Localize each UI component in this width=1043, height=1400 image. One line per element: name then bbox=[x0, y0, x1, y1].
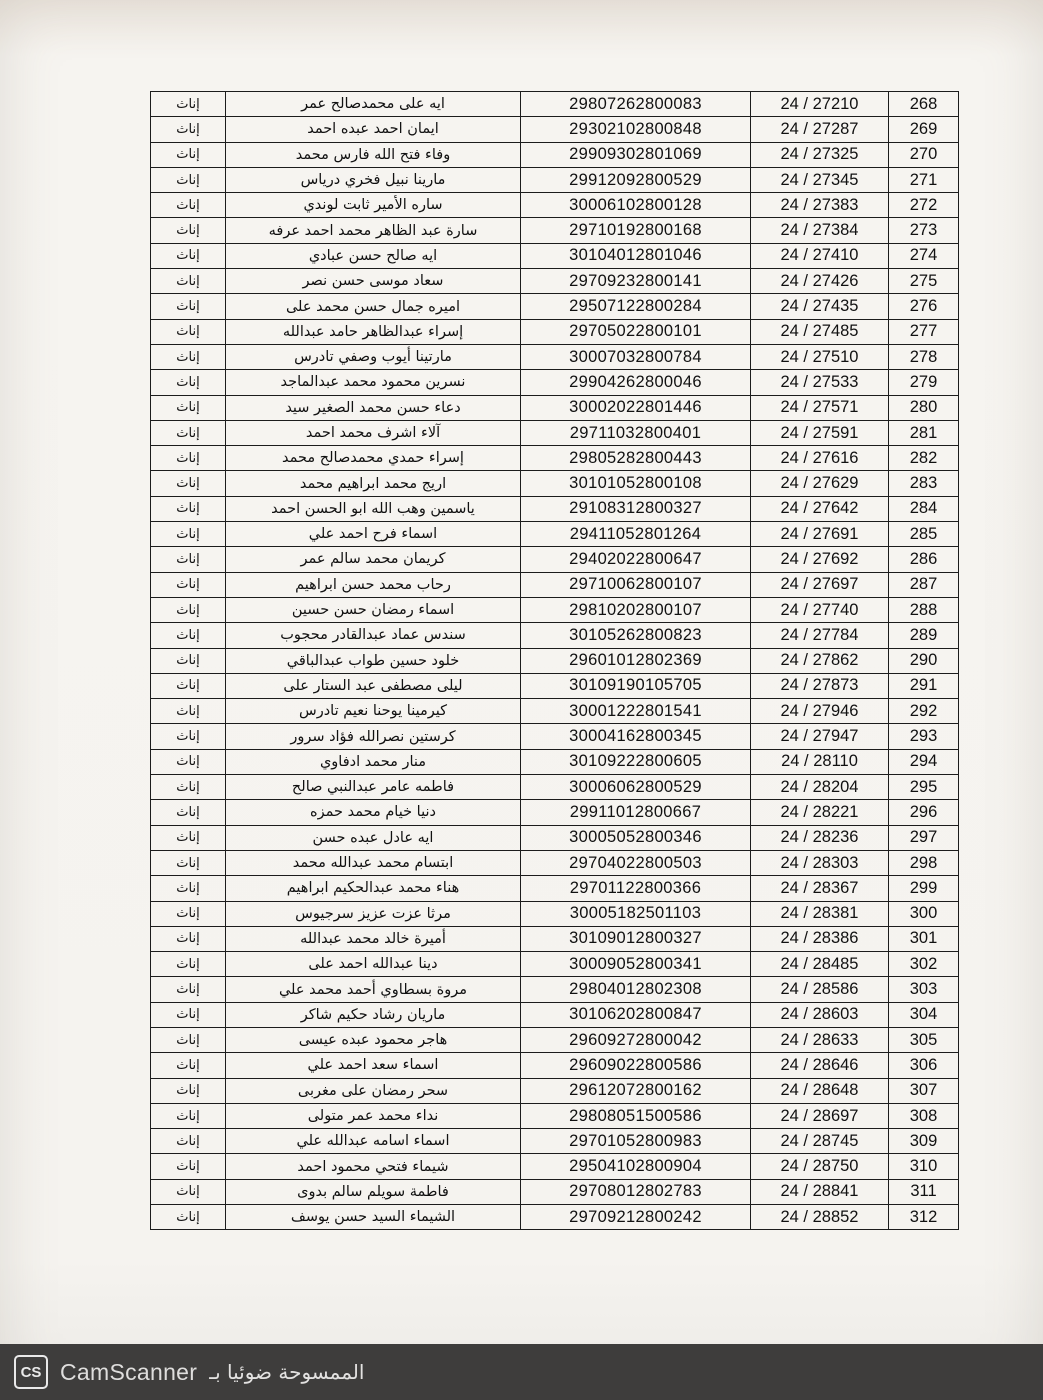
national-id-cell: 29710062800107 bbox=[521, 572, 751, 597]
table-row bbox=[151, 825, 959, 850]
name-cell: سارة عبد الظاهر محمد احمد عرفه bbox=[226, 218, 521, 243]
case-number-cell: 24 / 28603 bbox=[751, 1002, 889, 1027]
table-row bbox=[151, 648, 959, 673]
case-number-cell: 24 / 27571 bbox=[751, 395, 889, 420]
national-id-cell: 30005182501103 bbox=[521, 901, 751, 926]
case-number-cell: 24 / 28852 bbox=[751, 1205, 889, 1230]
case-number-cell: 24 / 27325 bbox=[751, 142, 889, 167]
serial-number-cell: 312 bbox=[889, 1205, 959, 1230]
gender-cell: إناث bbox=[151, 825, 226, 850]
gender-cell: إناث bbox=[151, 471, 226, 496]
case-number-cell: 24 / 28381 bbox=[751, 901, 889, 926]
name-cell: ايه عادل عبده حسن bbox=[226, 825, 521, 850]
table-row bbox=[151, 117, 959, 142]
table-row bbox=[151, 876, 959, 901]
name-cell: فاطمة سويلم سالم بدوى bbox=[226, 1179, 521, 1204]
name-cell: منار محمد ادفاوي bbox=[226, 749, 521, 774]
case-number-cell: 24 / 28750 bbox=[751, 1154, 889, 1179]
serial-number-cell: 292 bbox=[889, 699, 959, 724]
case-number-cell: 24 / 28485 bbox=[751, 952, 889, 977]
gender-cell: إناث bbox=[151, 193, 226, 218]
name-cell: وفاء فتح الله فارس محمد bbox=[226, 142, 521, 167]
name-cell: الشيماء السيد حسن يوسف bbox=[226, 1205, 521, 1230]
national-id-cell: 29808051500586 bbox=[521, 1103, 751, 1128]
national-id-cell: 29909302801069 bbox=[521, 142, 751, 167]
table-row bbox=[151, 269, 959, 294]
name-cell: هاجر محمود عبده عيسى bbox=[226, 1027, 521, 1052]
name-cell: اسماء سعد احمد علي bbox=[226, 1053, 521, 1078]
table-row bbox=[151, 597, 959, 622]
case-number-cell: 24 / 28586 bbox=[751, 977, 889, 1002]
case-number-cell: 24 / 27510 bbox=[751, 344, 889, 369]
case-number-cell: 24 / 27692 bbox=[751, 547, 889, 572]
case-number-cell: 24 / 27426 bbox=[751, 269, 889, 294]
table-row bbox=[151, 446, 959, 471]
national-id-cell: 30109012800327 bbox=[521, 926, 751, 951]
gender-cell: إناث bbox=[151, 1027, 226, 1052]
national-id-cell: 29507122800284 bbox=[521, 294, 751, 319]
case-number-cell: 24 / 27383 bbox=[751, 193, 889, 218]
national-id-cell: 29609272800042 bbox=[521, 1027, 751, 1052]
gender-cell: إناث bbox=[151, 1154, 226, 1179]
serial-number-cell: 297 bbox=[889, 825, 959, 850]
gender-cell: إناث bbox=[151, 1103, 226, 1128]
serial-number-cell: 269 bbox=[889, 117, 959, 142]
table-row bbox=[151, 1129, 959, 1154]
table-row bbox=[151, 901, 959, 926]
table-row bbox=[151, 294, 959, 319]
national-id-cell: 29504102800904 bbox=[521, 1154, 751, 1179]
gender-cell: إناث bbox=[151, 699, 226, 724]
serial-number-cell: 299 bbox=[889, 876, 959, 901]
national-id-cell: 29601012802369 bbox=[521, 648, 751, 673]
serial-number-cell: 290 bbox=[889, 648, 959, 673]
national-id-cell: 29804012802308 bbox=[521, 977, 751, 1002]
name-cell: ماريان رشاد حكيم شاكر bbox=[226, 1002, 521, 1027]
case-number-cell: 24 / 28648 bbox=[751, 1078, 889, 1103]
name-cell: اسماء رمضان حسن حسين bbox=[226, 597, 521, 622]
serial-number-cell: 296 bbox=[889, 800, 959, 825]
case-number-cell: 24 / 28745 bbox=[751, 1129, 889, 1154]
national-id-cell: 29711032800401 bbox=[521, 420, 751, 445]
national-id-cell: 30007032800784 bbox=[521, 344, 751, 369]
table-row bbox=[151, 1179, 959, 1204]
name-cell: مرثا عزت عزيز سرجيوس bbox=[226, 901, 521, 926]
case-number-cell: 24 / 27345 bbox=[751, 167, 889, 192]
gender-cell: إناث bbox=[151, 117, 226, 142]
gender-cell: إناث bbox=[151, 167, 226, 192]
national-id-cell: 29701122800366 bbox=[521, 876, 751, 901]
table-row bbox=[151, 370, 959, 395]
national-id-cell: 29709212800242 bbox=[521, 1205, 751, 1230]
name-cell: أميرة خالد محمد عبدالله bbox=[226, 926, 521, 951]
gender-cell: إناث bbox=[151, 522, 226, 547]
serial-number-cell: 309 bbox=[889, 1129, 959, 1154]
national-id-cell: 30105262800823 bbox=[521, 623, 751, 648]
national-id-cell: 29708012802783 bbox=[521, 1179, 751, 1204]
gender-cell: إناث bbox=[151, 420, 226, 445]
table-row bbox=[151, 1103, 959, 1128]
serial-number-cell: 311 bbox=[889, 1179, 959, 1204]
gender-cell: إناث bbox=[151, 319, 226, 344]
gender-cell: إناث bbox=[151, 269, 226, 294]
case-number-cell: 24 / 27485 bbox=[751, 319, 889, 344]
serial-number-cell: 302 bbox=[889, 952, 959, 977]
gender-cell: إناث bbox=[151, 142, 226, 167]
gender-cell: إناث bbox=[151, 724, 226, 749]
national-id-cell: 29710192800168 bbox=[521, 218, 751, 243]
name-cell: نداء محمد عمر متولى bbox=[226, 1103, 521, 1128]
case-number-cell: 24 / 27642 bbox=[751, 496, 889, 521]
name-cell: دنيا خيام محمد حمزه bbox=[226, 800, 521, 825]
national-id-cell: 30109190105705 bbox=[521, 673, 751, 698]
camscanner-watermark-bar bbox=[0, 1344, 1043, 1400]
name-cell: إسراء حمدي محمدصالح محمد bbox=[226, 446, 521, 471]
case-number-cell: 24 / 28386 bbox=[751, 926, 889, 951]
case-number-cell: 24 / 27740 bbox=[751, 597, 889, 622]
table-row bbox=[151, 1053, 959, 1078]
serial-number-cell: 285 bbox=[889, 522, 959, 547]
serial-number-cell: 291 bbox=[889, 673, 959, 698]
gender-cell: إناث bbox=[151, 1205, 226, 1230]
name-cell: ايه على محمدصالح عمر bbox=[226, 92, 521, 117]
table-row bbox=[151, 1078, 959, 1103]
scanned-with-label: الممسوحة ضوئيا بـ bbox=[209, 1360, 365, 1384]
serial-number-cell: 295 bbox=[889, 775, 959, 800]
case-number-cell: 24 / 28646 bbox=[751, 1053, 889, 1078]
table-row bbox=[151, 193, 959, 218]
national-id-cell: 30006102800128 bbox=[521, 193, 751, 218]
serial-number-cell: 271 bbox=[889, 167, 959, 192]
national-id-cell: 30005052800346 bbox=[521, 825, 751, 850]
case-number-cell: 24 / 27616 bbox=[751, 446, 889, 471]
national-id-cell: 30104012801046 bbox=[521, 243, 751, 268]
table-row bbox=[151, 92, 959, 117]
gender-cell: إناث bbox=[151, 850, 226, 875]
name-cell: نسرين محمود محمد عبدالماجد bbox=[226, 370, 521, 395]
table-row bbox=[151, 319, 959, 344]
case-number-cell: 24 / 27691 bbox=[751, 522, 889, 547]
serial-number-cell: 275 bbox=[889, 269, 959, 294]
name-cell: شيماء فتحي محمود احمد bbox=[226, 1154, 521, 1179]
gender-cell: إناث bbox=[151, 977, 226, 1002]
name-cell: كرستين نصرالله فؤاد سرور bbox=[226, 724, 521, 749]
national-id-cell: 29108312800327 bbox=[521, 496, 751, 521]
serial-number-cell: 310 bbox=[889, 1154, 959, 1179]
serial-number-cell: 276 bbox=[889, 294, 959, 319]
national-id-cell: 29612072800162 bbox=[521, 1078, 751, 1103]
gender-cell: إناث bbox=[151, 572, 226, 597]
name-cell: ساره الأمير ثابت لوندي bbox=[226, 193, 521, 218]
table-row bbox=[151, 1027, 959, 1052]
case-number-cell: 24 / 27435 bbox=[751, 294, 889, 319]
table-row bbox=[151, 699, 959, 724]
gender-cell: إناث bbox=[151, 446, 226, 471]
serial-number-cell: 277 bbox=[889, 319, 959, 344]
case-number-cell: 24 / 28367 bbox=[751, 876, 889, 901]
name-cell: هناء محمد عبدالحكيم ابراهيم bbox=[226, 876, 521, 901]
gender-cell: إناث bbox=[151, 218, 226, 243]
table-row bbox=[151, 243, 959, 268]
table-row bbox=[151, 1205, 959, 1230]
case-number-cell: 24 / 27873 bbox=[751, 673, 889, 698]
gender-cell: إناث bbox=[151, 648, 226, 673]
table-row bbox=[151, 496, 959, 521]
table-row bbox=[151, 218, 959, 243]
national-id-cell: 30009052800341 bbox=[521, 952, 751, 977]
student-roster-table bbox=[150, 91, 959, 1230]
name-cell: ايمان احمد عبده احمد bbox=[226, 117, 521, 142]
gender-cell: إناث bbox=[151, 1129, 226, 1154]
name-cell: مروة بسطاوي أحمد محمد علي bbox=[226, 977, 521, 1002]
serial-number-cell: 283 bbox=[889, 471, 959, 496]
serial-number-cell: 281 bbox=[889, 420, 959, 445]
table-row bbox=[151, 1154, 959, 1179]
table-row bbox=[151, 395, 959, 420]
gender-cell: إناث bbox=[151, 775, 226, 800]
national-id-cell: 29411052801264 bbox=[521, 522, 751, 547]
case-number-cell: 24 / 27946 bbox=[751, 699, 889, 724]
national-id-cell: 29807262800083 bbox=[521, 92, 751, 117]
gender-cell: إناث bbox=[151, 749, 226, 774]
case-number-cell: 24 / 28697 bbox=[751, 1103, 889, 1128]
gender-cell: إناث bbox=[151, 1002, 226, 1027]
case-number-cell: 24 / 28841 bbox=[751, 1179, 889, 1204]
serial-number-cell: 287 bbox=[889, 572, 959, 597]
name-cell: ايه صالح حسن عبادي bbox=[226, 243, 521, 268]
serial-number-cell: 305 bbox=[889, 1027, 959, 1052]
case-number-cell: 24 / 28303 bbox=[751, 850, 889, 875]
camscanner-brand-text: CamScanner bbox=[60, 1358, 198, 1385]
serial-number-cell: 272 bbox=[889, 193, 959, 218]
table-row bbox=[151, 749, 959, 774]
national-id-cell: 29805282800443 bbox=[521, 446, 751, 471]
serial-number-cell: 303 bbox=[889, 977, 959, 1002]
table-row bbox=[151, 572, 959, 597]
national-id-cell: 29911012800667 bbox=[521, 800, 751, 825]
serial-number-cell: 308 bbox=[889, 1103, 959, 1128]
table-row bbox=[151, 1002, 959, 1027]
name-cell: مارتينا أيوب وصفي تادرس bbox=[226, 344, 521, 369]
table-row bbox=[151, 926, 959, 951]
name-cell: مارينا نبيل فخري درياس bbox=[226, 167, 521, 192]
national-id-cell: 29709232800141 bbox=[521, 269, 751, 294]
serial-number-cell: 273 bbox=[889, 218, 959, 243]
gender-cell: إناث bbox=[151, 344, 226, 369]
table-row bbox=[151, 167, 959, 192]
gender-cell: إناث bbox=[151, 92, 226, 117]
case-number-cell: 24 / 27287 bbox=[751, 117, 889, 142]
case-number-cell: 24 / 27784 bbox=[751, 623, 889, 648]
table-row bbox=[151, 344, 959, 369]
case-number-cell: 24 / 27947 bbox=[751, 724, 889, 749]
name-cell: سندس عماد عبدالقادر محجوب bbox=[226, 623, 521, 648]
serial-number-cell: 282 bbox=[889, 446, 959, 471]
gender-cell: إناث bbox=[151, 673, 226, 698]
name-cell: ياسمين وهب الله ابو الحسن احمد bbox=[226, 496, 521, 521]
name-cell: سعاد موسى حسن نصر bbox=[226, 269, 521, 294]
gender-cell: إناث bbox=[151, 294, 226, 319]
gender-cell: إناث bbox=[151, 370, 226, 395]
table-row bbox=[151, 522, 959, 547]
national-id-cell: 29705022800101 bbox=[521, 319, 751, 344]
serial-number-cell: 306 bbox=[889, 1053, 959, 1078]
case-number-cell: 24 / 27862 bbox=[751, 648, 889, 673]
table-row bbox=[151, 977, 959, 1002]
serial-number-cell: 289 bbox=[889, 623, 959, 648]
gender-cell: إناث bbox=[151, 926, 226, 951]
national-id-cell: 29402022800647 bbox=[521, 547, 751, 572]
case-number-cell: 24 / 28236 bbox=[751, 825, 889, 850]
gender-cell: إناث bbox=[151, 952, 226, 977]
case-number-cell: 24 / 27210 bbox=[751, 92, 889, 117]
serial-number-cell: 301 bbox=[889, 926, 959, 951]
serial-number-cell: 279 bbox=[889, 370, 959, 395]
case-number-cell: 24 / 27591 bbox=[751, 420, 889, 445]
national-id-cell: 30109222800605 bbox=[521, 749, 751, 774]
national-id-cell: 30101052800108 bbox=[521, 471, 751, 496]
table-row bbox=[151, 673, 959, 698]
name-cell: اريج محمد ابراهيم محمد bbox=[226, 471, 521, 496]
case-number-cell: 24 / 28204 bbox=[751, 775, 889, 800]
name-cell: رحاب محمد حسن ابراهيم bbox=[226, 572, 521, 597]
national-id-cell: 29810202800107 bbox=[521, 597, 751, 622]
table-row bbox=[151, 623, 959, 648]
national-id-cell: 30106202800847 bbox=[521, 1002, 751, 1027]
name-cell: فاطمه عامر عبدالنبي صالح bbox=[226, 775, 521, 800]
gender-cell: إناث bbox=[151, 901, 226, 926]
name-cell: كيرمينا يوحنا نعيم تادرس bbox=[226, 699, 521, 724]
gender-cell: إناث bbox=[151, 496, 226, 521]
gender-cell: إناث bbox=[151, 597, 226, 622]
gender-cell: إناث bbox=[151, 547, 226, 572]
serial-number-cell: 288 bbox=[889, 597, 959, 622]
gender-cell: إناث bbox=[151, 395, 226, 420]
name-cell: إسراء عبدالظاهر حامد عبدالله bbox=[226, 319, 521, 344]
case-number-cell: 24 / 27410 bbox=[751, 243, 889, 268]
national-id-cell: 29701052800983 bbox=[521, 1129, 751, 1154]
serial-number-cell: 298 bbox=[889, 850, 959, 875]
serial-number-cell: 304 bbox=[889, 1002, 959, 1027]
name-cell: خلود حسين طواب عبدالباقي bbox=[226, 648, 521, 673]
gender-cell: إناث bbox=[151, 623, 226, 648]
serial-number-cell: 300 bbox=[889, 901, 959, 926]
case-number-cell: 24 / 27697 bbox=[751, 572, 889, 597]
table-row bbox=[151, 142, 959, 167]
case-number-cell: 24 / 27629 bbox=[751, 471, 889, 496]
national-id-cell: 29904262800046 bbox=[521, 370, 751, 395]
national-id-cell: 30004162800345 bbox=[521, 724, 751, 749]
name-cell: اسماء اسامه عبدالله علي bbox=[226, 1129, 521, 1154]
table-row bbox=[151, 850, 959, 875]
name-cell: سحر رمضان على مغربى bbox=[226, 1078, 521, 1103]
national-id-cell: 29302102800848 bbox=[521, 117, 751, 142]
serial-number-cell: 284 bbox=[889, 496, 959, 521]
serial-number-cell: 278 bbox=[889, 344, 959, 369]
serial-number-cell: 274 bbox=[889, 243, 959, 268]
national-id-cell: 30002022801446 bbox=[521, 395, 751, 420]
case-number-cell: 24 / 27384 bbox=[751, 218, 889, 243]
name-cell: اسماء فرح احمد علي bbox=[226, 522, 521, 547]
gender-cell: إناث bbox=[151, 243, 226, 268]
case-number-cell: 24 / 27533 bbox=[751, 370, 889, 395]
gender-cell: إناث bbox=[151, 1053, 226, 1078]
table-row bbox=[151, 800, 959, 825]
national-id-cell: 29704022800503 bbox=[521, 850, 751, 875]
camscanner-logo-icon: CS bbox=[14, 1355, 48, 1389]
national-id-cell: 29912092800529 bbox=[521, 167, 751, 192]
table-row bbox=[151, 547, 959, 572]
table-row bbox=[151, 775, 959, 800]
national-id-cell: 30001222801541 bbox=[521, 699, 751, 724]
table-row bbox=[151, 471, 959, 496]
serial-number-cell: 293 bbox=[889, 724, 959, 749]
serial-number-cell: 307 bbox=[889, 1078, 959, 1103]
gender-cell: إناث bbox=[151, 1179, 226, 1204]
gender-cell: إناث bbox=[151, 800, 226, 825]
gender-cell: إناث bbox=[151, 876, 226, 901]
name-cell: دعاء حسن محمد الصغير سيد bbox=[226, 395, 521, 420]
table-row bbox=[151, 420, 959, 445]
serial-number-cell: 270 bbox=[889, 142, 959, 167]
name-cell: اميره جمال حسن محمد على bbox=[226, 294, 521, 319]
name-cell: ليلى مصطفى عبد الستار على bbox=[226, 673, 521, 698]
table-row bbox=[151, 952, 959, 977]
name-cell: ابتسام محمد عبدالله محمد bbox=[226, 850, 521, 875]
gender-cell: إناث bbox=[151, 1078, 226, 1103]
name-cell: آلاء اشرف محمد احمد bbox=[226, 420, 521, 445]
serial-number-cell: 280 bbox=[889, 395, 959, 420]
name-cell: دينا عبدالله احمد على bbox=[226, 952, 521, 977]
name-cell: كريمان محمد سالم عمر bbox=[226, 547, 521, 572]
case-number-cell: 24 / 28221 bbox=[751, 800, 889, 825]
serial-number-cell: 286 bbox=[889, 547, 959, 572]
serial-number-cell: 294 bbox=[889, 749, 959, 774]
case-number-cell: 24 / 28110 bbox=[751, 749, 889, 774]
table-row bbox=[151, 724, 959, 749]
national-id-cell: 29609022800586 bbox=[521, 1053, 751, 1078]
serial-number-cell: 268 bbox=[889, 92, 959, 117]
case-number-cell: 24 / 28633 bbox=[751, 1027, 889, 1052]
national-id-cell: 30006062800529 bbox=[521, 775, 751, 800]
